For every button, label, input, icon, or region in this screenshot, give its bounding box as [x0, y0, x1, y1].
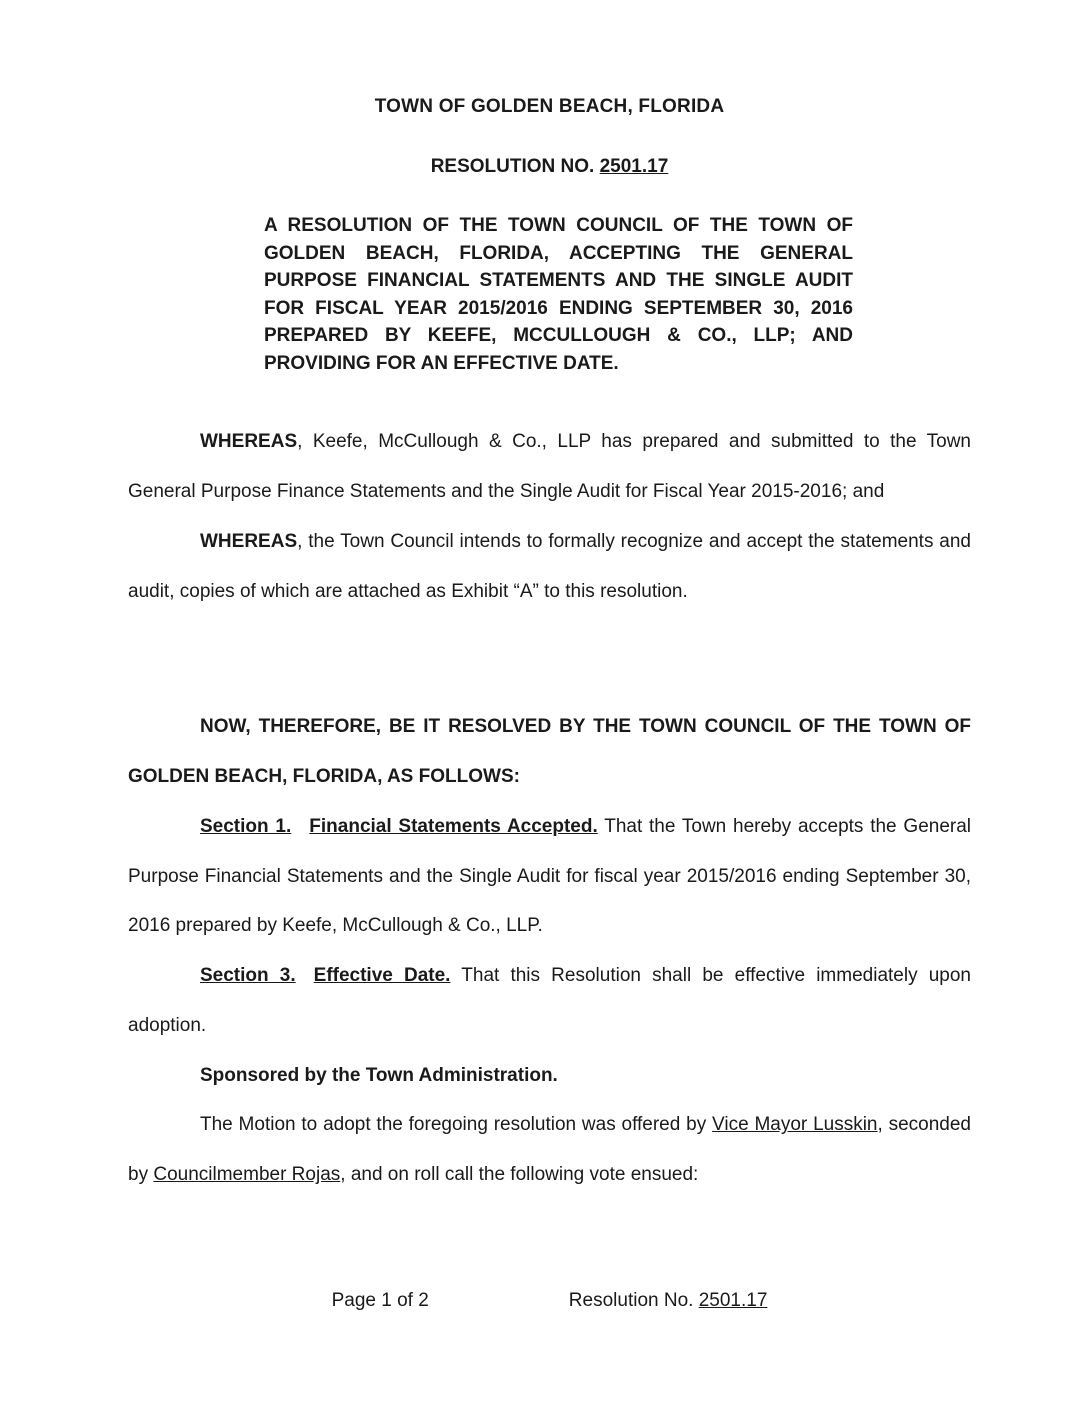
whereas-text-2: , the Town Council intends to formally recognize and accept the statements and audit, copies of which are attached as Exhibit “A” to this resolution.: [128, 530, 971, 602]
motion-text-3: , and on roll call the following vote ensued:: [340, 1164, 699, 1186]
whereas-paragraph-2: [128, 517, 971, 617]
section-3-label: Section 3.: [200, 965, 296, 987]
paragraph-spacer: [128, 616, 971, 702]
page-title: TOWN OF GOLDEN BEACH, FLORIDA: [374, 96, 725, 117]
section-3-paragraph: [128, 951, 971, 1051]
page-footer: [128, 1290, 971, 1312]
section-1-paragraph: [128, 802, 971, 951]
footer-page-number: Page 1 of 2: [331, 1290, 429, 1311]
motion-paragraph: [128, 1100, 971, 1200]
section-1-heading: Financial Statements Accepted.: [309, 815, 598, 837]
footer-resolution: [569, 1290, 768, 1312]
motion-text-1: The Motion to adopt the foregoing resolution was offered by: [200, 1114, 713, 1136]
section-1-text: That the Town hereby accepts the General Purpose Financial Statements and the Single Audit for fiscal year 2015/2016 ending September 30, 2016 prepared by Keefe, McCullough & Co., LLP.: [128, 815, 972, 937]
footer-resolution-number: 2501.17: [698, 1290, 768, 1311]
resolution-number-value: 2501.17: [599, 156, 669, 177]
whereas-label-2: WHEREAS: [200, 530, 298, 552]
section-3-text: That this Resolution shall be effective immediately upon adoption.: [128, 965, 972, 1036]
motion-text-2: , seconded by: [128, 1114, 971, 1186]
resolution-caption: A RESOLUTION OF THE TOWN COUNCIL OF THE TOWN OF GOLDEN BEACH, FLORIDA, ACCEPTING THE GENERAL PURPOSE FINANCIAL STATEMENTS AND THE SINGLE AUDIT FOR FISCAL YEAR 2015/2016 ENDING SEPTEMBER 30, 2016 PREPARED BY KEEFE, MCCULLOUGH & CO., LLP; AND PROVIDING FOR AN EFFECTIVE DATE.: [264, 215, 853, 374]
sponsor-line: Sponsored by the Town Administration.: [200, 1064, 558, 1086]
motion-seconded-by: Councilmember Rojas: [153, 1164, 341, 1186]
section-1-label: Section 1.: [200, 815, 292, 837]
whereas-label-1: WHEREAS: [200, 431, 298, 453]
motion-offered-by: Vice Mayor Lusskin: [712, 1114, 878, 1136]
footer-resolution-prefix: Resolution No.: [568, 1290, 699, 1311]
resolution-number-line: [128, 156, 971, 178]
section-3-heading: Effective Date.: [313, 965, 451, 987]
resolution-number-prefix: RESOLUTION NO.: [430, 156, 600, 177]
whereas-text-1: , Keefe, McCullough & Co., LLP has prepared and submitted to the Town General Purpose Finance Statements and the Single Audit for Fiscal Year 2015-2016; and: [128, 431, 971, 503]
resolved-clause: NOW, THEREFORE, BE IT RESOLVED BY THE TOWN COUNCIL OF THE TOWN OF GOLDEN BEACH, FLORIDA, AS FOLLOWS:: [128, 716, 971, 788]
whereas-paragraph-1: [128, 417, 971, 517]
